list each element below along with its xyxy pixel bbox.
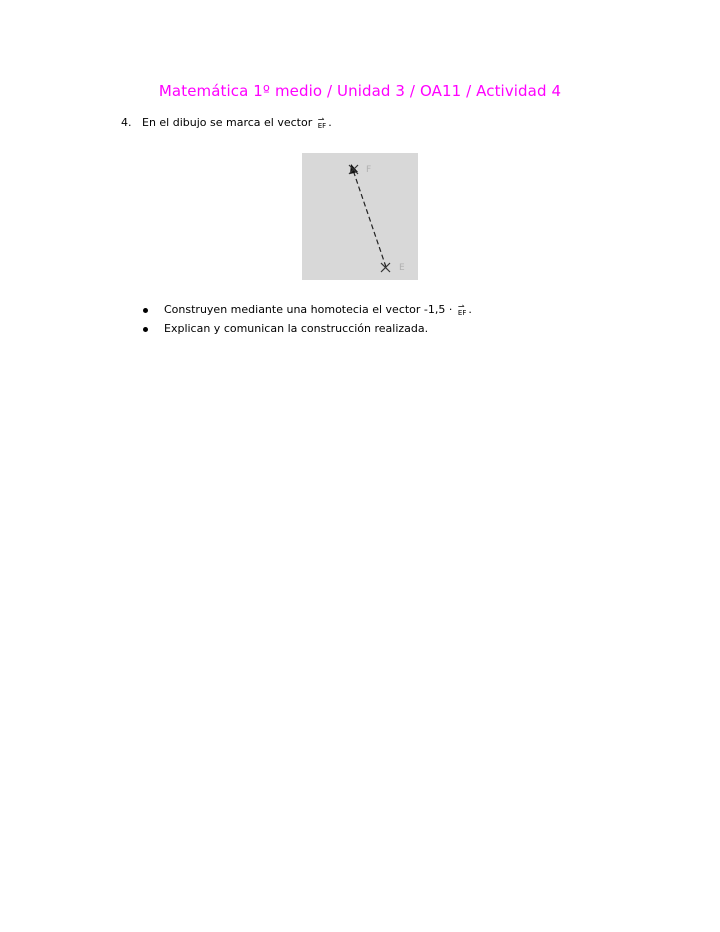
vector-segment — [353, 170, 386, 267]
bullet-dot-icon — [143, 327, 148, 332]
vector-label: EF — [457, 309, 467, 317]
vector-notation — [457, 302, 467, 317]
bullet-dot-icon — [143, 308, 148, 313]
question-text: En el dibujo se marca el vector — [142, 116, 313, 129]
bullet-text: Explican y comunican la construcción realizada. — [164, 322, 429, 335]
point-e-label: E — [399, 263, 405, 273]
bullet-item-explain — [140, 322, 472, 341]
point-f-label: F — [366, 165, 372, 175]
question-number: 4. — [121, 116, 132, 129]
bullet-end: . — [468, 303, 472, 316]
vector-arrow-icon: ⇀ — [457, 302, 465, 311]
vector-label: EF — [317, 122, 327, 130]
vector-figure — [302, 153, 418, 280]
question-item — [121, 116, 332, 130]
vector-notation — [317, 115, 327, 130]
bullet-list — [140, 303, 472, 341]
page-title: Matemática 1º medio / Unidad 3 / OA11 / Actividad 4 — [158, 82, 562, 100]
vector-drawing — [302, 153, 418, 280]
vector-arrow-icon: ⇀ — [317, 115, 325, 124]
bullet-text: Construyen mediante una homotecia el vector -1,5 · — [164, 303, 453, 316]
bullet-item-construct — [140, 303, 472, 322]
question-end: . — [328, 116, 332, 129]
